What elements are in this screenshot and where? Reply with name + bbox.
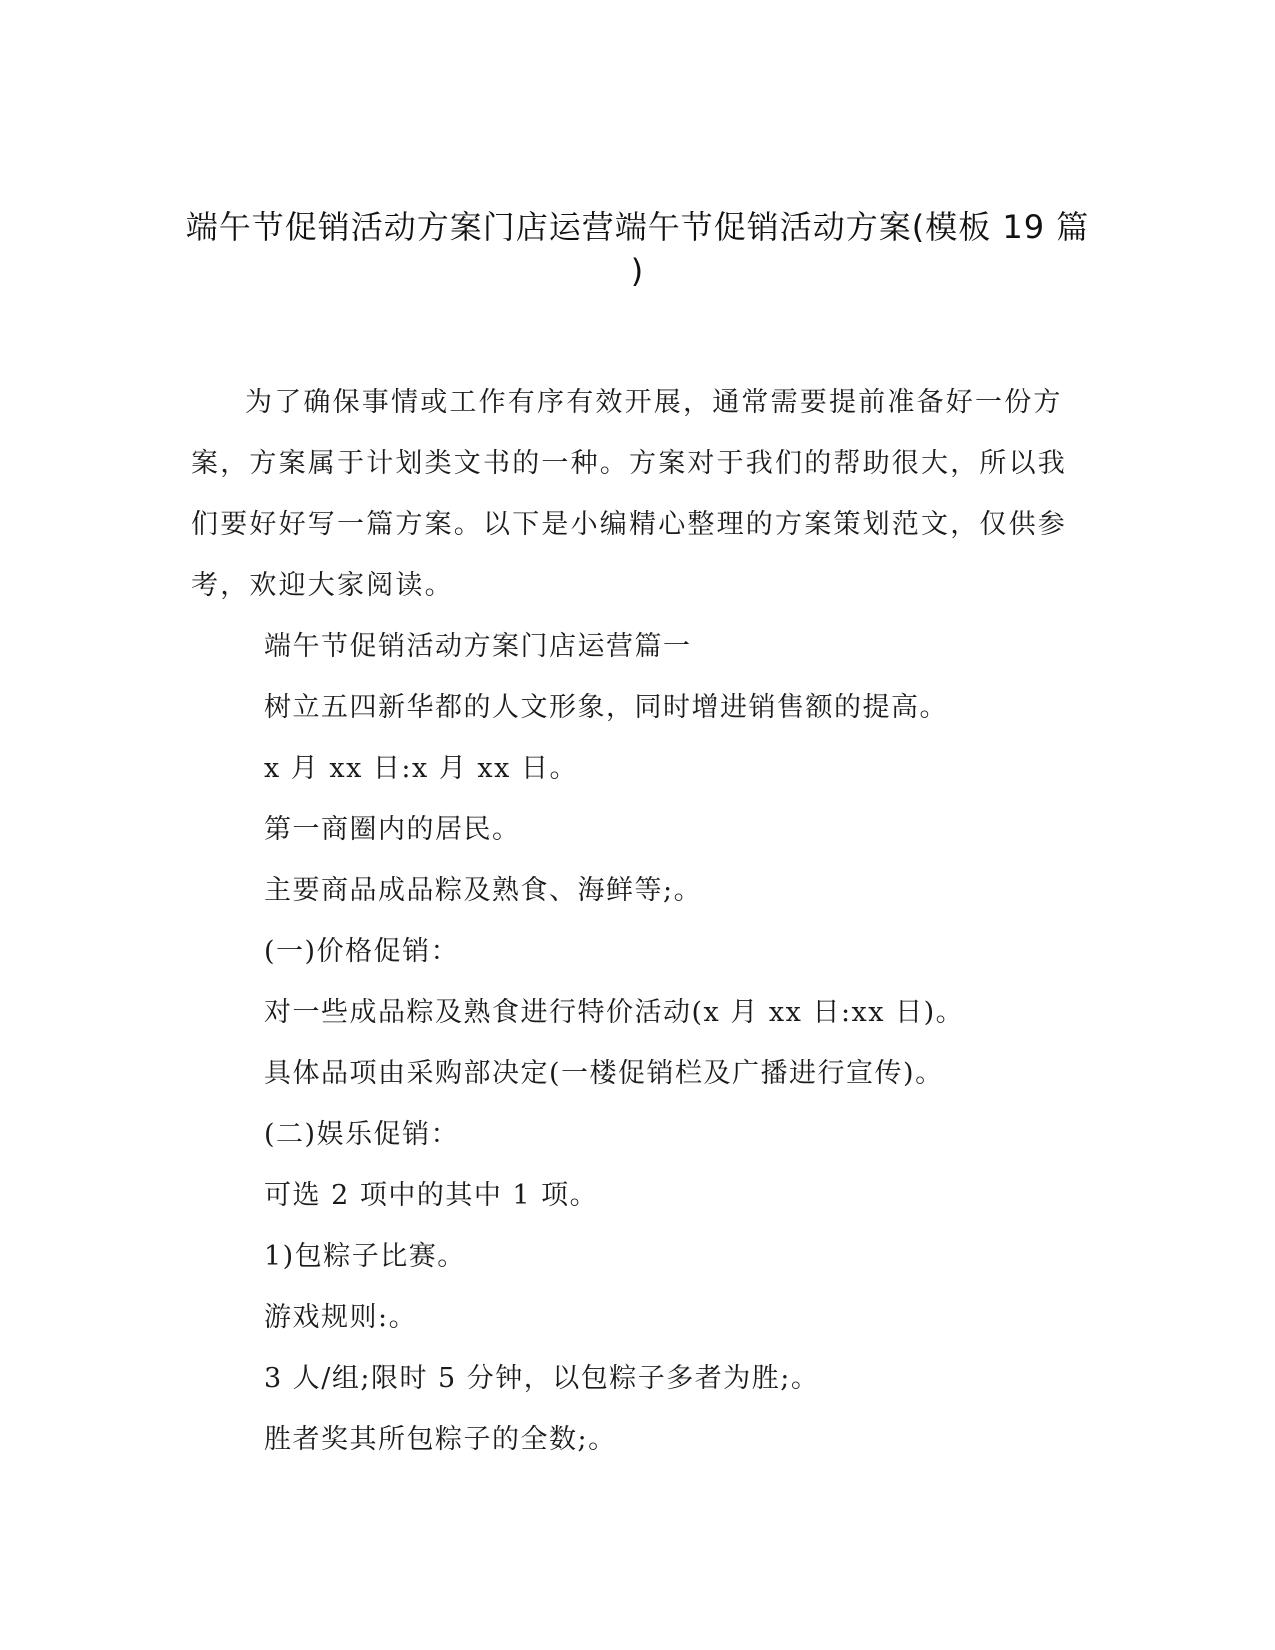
intro-paragraph: 为了确保事情或工作有序有效开展，通常需要提前准备好一份方案，方案属于计划类文书的一种。方案对于我们的帮助很大，所以我们要好好写一篇方案。以下是小编精心整理的方案策划范文，仅供参考，欢迎大家阅读。 xyxy=(191,387,1067,601)
title-line-1: 端午节促销活动方案门店运营端午节促销活动方案(模板 19 篇 xyxy=(185,208,1090,246)
document-title xyxy=(150,205,1125,293)
paragraph: 树立五四新华都的人文形象，同时增进销售额的提高。 xyxy=(264,692,948,723)
paragraph: 具体品项由采购部决定(一楼促销栏及广播进行宣传)。 xyxy=(264,1058,944,1089)
paragraph: 1)包粽子比赛。 xyxy=(264,1241,466,1272)
subsection-heading: (一)价格促销： xyxy=(264,936,460,967)
paragraph: 胜者奖其所包粽子的全数;。 xyxy=(264,1424,617,1455)
paragraph: 对一些成品粽及熟食进行特价活动(x 月 xx 日:xx 日)。 xyxy=(264,997,965,1028)
title-line-2: ) xyxy=(630,252,645,290)
document-body xyxy=(191,372,1081,1470)
paragraph: 可选 2 项中的其中 1 项。 xyxy=(264,1180,599,1211)
paragraph: 主要商品成品粽及熟食、海鲜等;。 xyxy=(264,875,703,906)
paragraph: 3 人/组;限时 5 分钟，以包粽子多者为胜;。 xyxy=(264,1363,820,1394)
paragraph: 游戏规则:。 xyxy=(264,1302,418,1333)
section-heading: 端午节促销活动方案门店运营篇一 xyxy=(264,631,692,662)
paragraph: x 月 xx 日:x 月 xx 日。 xyxy=(264,753,578,784)
paragraph: 第一商圈内的居民。 xyxy=(264,814,521,845)
subsection-heading: (二)娱乐促销： xyxy=(264,1119,460,1150)
